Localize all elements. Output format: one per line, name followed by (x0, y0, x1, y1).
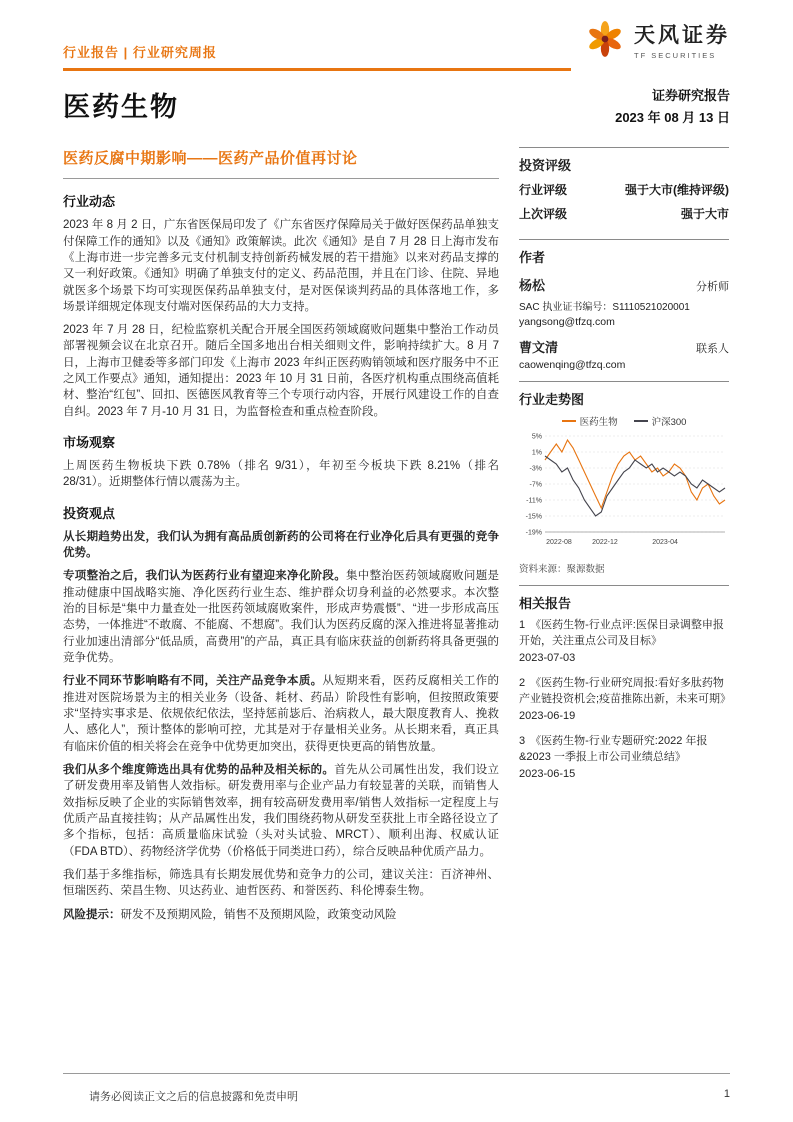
legend-label: 沪深300 (651, 417, 687, 429)
footer-row (63, 1088, 730, 1104)
author-role: 分析师 (696, 281, 729, 294)
report-index: 1 (519, 619, 526, 632)
report-date: 2023-07-03 (519, 652, 576, 665)
y-tick-label: -19% (525, 529, 542, 537)
authors-section (519, 239, 729, 381)
section-heading-investment-view: 投资观点 (63, 505, 116, 521)
footer-disclaimer: 请务必阅读正文之后的信息披露和免责申明 (89, 1091, 298, 1103)
main-column (63, 147, 499, 930)
risk-warning-text: 研发不及预期风险，销售不及预期风险，政策变动风险 (120, 908, 397, 921)
industry-news-p2: 2023 年 7 月 28 日，纪检监察机关配合开展全国医药领域腐败问题集中整治工作动员部署视频会议在北京召开。随后全国多地出台相关细则文件，影响持续扩大。8 月 7 日，上海市卫健委等多部门印发《上海市 2023 年纠正医药购销领域和医疗服务中不正之风工作要点》通知，通知提出：2023 年 10 月 31 日前，各医疗机构重点围绕高值耗材、整治“红包”、回扣、医德医风教育等三个专项行动内容，开展行风建设工作的自查自纠。2023 年 7 月-10 月 31 日，为监督检查和重点检查阶段。 (63, 324, 499, 418)
investment-view-p1 (63, 568, 499, 666)
author-cert: SAC 执业证书编号：S1110521020001 (519, 302, 690, 314)
header-rule (63, 68, 571, 71)
risk-warning (63, 907, 499, 923)
author-row (519, 275, 729, 294)
report-index: 2 (519, 677, 526, 689)
brand-subname: TF SECURITIES (634, 50, 717, 60)
investment-view-p2 (63, 673, 499, 755)
page-footer (63, 1073, 730, 1104)
report-date: 2023-06-19 (519, 709, 576, 722)
investment-view-p1-lead: 专项整治之后，我们认为医药行业有望迎来净化阶段。 (63, 570, 346, 583)
y-tick-label: -7% (529, 481, 542, 489)
report-meta (615, 85, 730, 129)
y-tick-label: -3% (529, 465, 542, 473)
x-tick-label: 2022-08 (546, 539, 572, 547)
authors-heading: 作者 (519, 250, 546, 266)
sidebar (519, 147, 732, 930)
investment-view-p3 (63, 762, 499, 860)
report-index: 3 (519, 734, 526, 747)
x-tick-label: 2022-12 (592, 539, 618, 547)
page-number: 1 (723, 1088, 730, 1100)
related-reports-section (519, 585, 732, 801)
rating-row-industry (519, 181, 729, 198)
report-title[interactable]: 《医药生物-行业专题研究:2022 年报&2023 一季报上市公司业绩总结》 (519, 734, 708, 763)
rating-heading: 投资评级 (519, 158, 572, 174)
investment-view-p2-text: 从短期来看，医药反腐相关工作的推进对医院场景为主的相关业务（设备、耗材、药品）阶段性有影响，但按照政策要求“坚持实事求是、依规依纪依法，坚持惩前毖后、治病救人，最大限度教育人、挽救人、感化人”，预计整体的影响可控，尤其是对于存量相关业务。从长期来看，真正具有临床价值的相关将会在竞争中优势更加突出，获得更快更高的销售放量。 (63, 675, 500, 753)
report-subtitle: 医药反腐中期影响——医药产品价值再讨论 (63, 150, 358, 168)
footer-divider (63, 1073, 730, 1074)
investment-view-p3-text: 首先从公司属性出发，我们设立了研发费用率及销售人效指标。研发费用率与企业产品力有较显著的关联，而销售人效指标反映了企业的实际销售效率，拥有较高研发费用率/销售人效指标一定程度上与优质产品直接挂钩；从产品属性出发，我们围绕药物从研发至获批上市全路径设立了多个指标，包括：高质量临床试验（头对头试验、MRCT）、顺利出海、权威认证（FDA BTD）、药物经济学优势（价格低于同类进口药），综合反映品种优质产品力。 (63, 764, 500, 858)
section-heading-industry-news: 行业动态 (63, 194, 116, 210)
legend-swatch-dark (634, 420, 648, 422)
related-reports-heading: 相关报告 (519, 596, 572, 612)
industry-news-p1: 2023 年 8 月 2 日，广东省医保局印发了《广东省医疗保障局关于做好医保药品单独支付保障工作的通知》以及《通知》政策解读。此次《通知》是自 7 月 28 日上海市发布《上海市进一步完善多元支付机制支持创新药械发展的若干措施》以来对药品支撑的又一利好政策。《通知》明确了单独支付的定义、药品范围，并且在门诊、住院、异地就医多个场景下均可实现医保药品单独支付，是对医保谈判药品的具体落地工作，多场景详细规定体现支付端对医保药品的大力支持。 (63, 219, 499, 313)
report-date: 2023 年 08 月 13 日 (615, 110, 730, 126)
title-row (63, 85, 730, 129)
y-tick-label: -15% (525, 513, 542, 521)
trend-chart-section (519, 381, 729, 585)
investment-view-p1-text: 集中整治医药领域腐败问题是推动健康中国战略实施、净化医药行业生态、维护群众切身利益的必然要求。本次整治的目标是“集中力量查处一批医药领域腐败案件，形成声势震慑”、“进一步形成高压态势，一体推进“不敢腐、不能腐、不想腐”。我们认为医药反腐的深入推进将显著推动行业加速出清部分“低品质，高费用”的产品，真正具有临床获益的创新药将具备更强的竞争优势。 (63, 570, 499, 665)
subtitle-divider (63, 178, 499, 179)
rating-value: 强于大市 (680, 207, 729, 222)
masthead (63, 0, 730, 68)
page-title: 医药生物 (63, 92, 179, 122)
brand-text (634, 19, 730, 60)
market-watch-p1: 上周医药生物板块下跌 0.78%（排名 9/31），年初至今板块下跌 8.21%（排名 28/31）。近期整体行情以震荡为主。 (63, 460, 499, 489)
rating-section (519, 147, 729, 239)
report-type: 证券研究报告 (651, 88, 730, 103)
y-tick-label: 1% (531, 449, 542, 457)
related-report-item[interactable] (519, 618, 729, 667)
report-date: 2023-06-15 (519, 767, 576, 780)
author-name: 杨松 (519, 278, 546, 294)
author-role: 联系人 (696, 343, 729, 356)
trend-chart-heading: 行业走势图 (519, 392, 585, 408)
brand-logo (584, 18, 730, 60)
brand-name: 天风证券 (634, 23, 730, 47)
legend-item-hs300 (634, 414, 687, 428)
rating-row-previous (519, 205, 729, 222)
content-columns (63, 147, 730, 930)
investment-view-p2-lead: 行业不同环节影响略有不同，关注产品竞争本质。 (63, 675, 323, 688)
industry-trend-chart (519, 430, 729, 548)
report-title[interactable]: 《医药生物-行业研究周报:看好多肽药物产业链投资机会;疫苗推陈出新，未来可期》 (519, 677, 732, 705)
report-category: 行业报告 | 行业研究周报 (63, 45, 217, 60)
x-tick-label: 2023-04 (652, 539, 678, 547)
author-row (519, 337, 729, 356)
chart-source: 资料来源：聚源数据 (519, 564, 605, 576)
y-tick-label: 5% (531, 433, 542, 441)
legend-swatch-orange (562, 420, 576, 422)
tf-pinwheel-logo-icon (584, 18, 626, 60)
investment-view-lead: 从长期趋势出发，我们认为拥有高品质创新药的公司将在行业净化后具有更强的竞争优势。 (63, 530, 499, 560)
y-tick-label: -11% (526, 497, 542, 505)
rating-label: 上次评级 (519, 207, 568, 222)
chart-legend (519, 414, 729, 428)
risk-warning-label: 风险提示： (63, 908, 121, 921)
series-沪深300 (545, 456, 725, 516)
section-heading-market-watch: 市场观察 (63, 435, 116, 451)
rating-label: 行业评级 (519, 183, 568, 198)
series-医药生物 (545, 440, 725, 508)
author-name: 曹文清 (519, 340, 559, 356)
author-email[interactable]: caowenqing@tfzq.com (519, 359, 626, 372)
report-title[interactable]: 《医药生物-行业点评:医保目录调整申报开始，关注重点公司及目标》 (519, 619, 724, 648)
rating-value: 强于大市(维持评级) (625, 183, 729, 198)
related-report-item[interactable] (519, 734, 729, 783)
legend-label: 医药生物 (579, 417, 618, 429)
legend-item-yiyao (562, 414, 618, 428)
investment-view-p3-lead: 我们从多个维度筛选出具有优势的品种及相关标的。 (63, 764, 335, 777)
author-email[interactable]: yangsong@tfzq.com (519, 316, 615, 329)
related-report-item[interactable] (519, 676, 732, 725)
investment-view-p4: 我们基于多维指标，筛选具有长期发展优势和竞争力的公司，建议关注：百济神州、恒瑞医药、荣昌生物、贝达药业、迪哲医药、和誉医药、科伦博泰生物。 (63, 869, 499, 898)
